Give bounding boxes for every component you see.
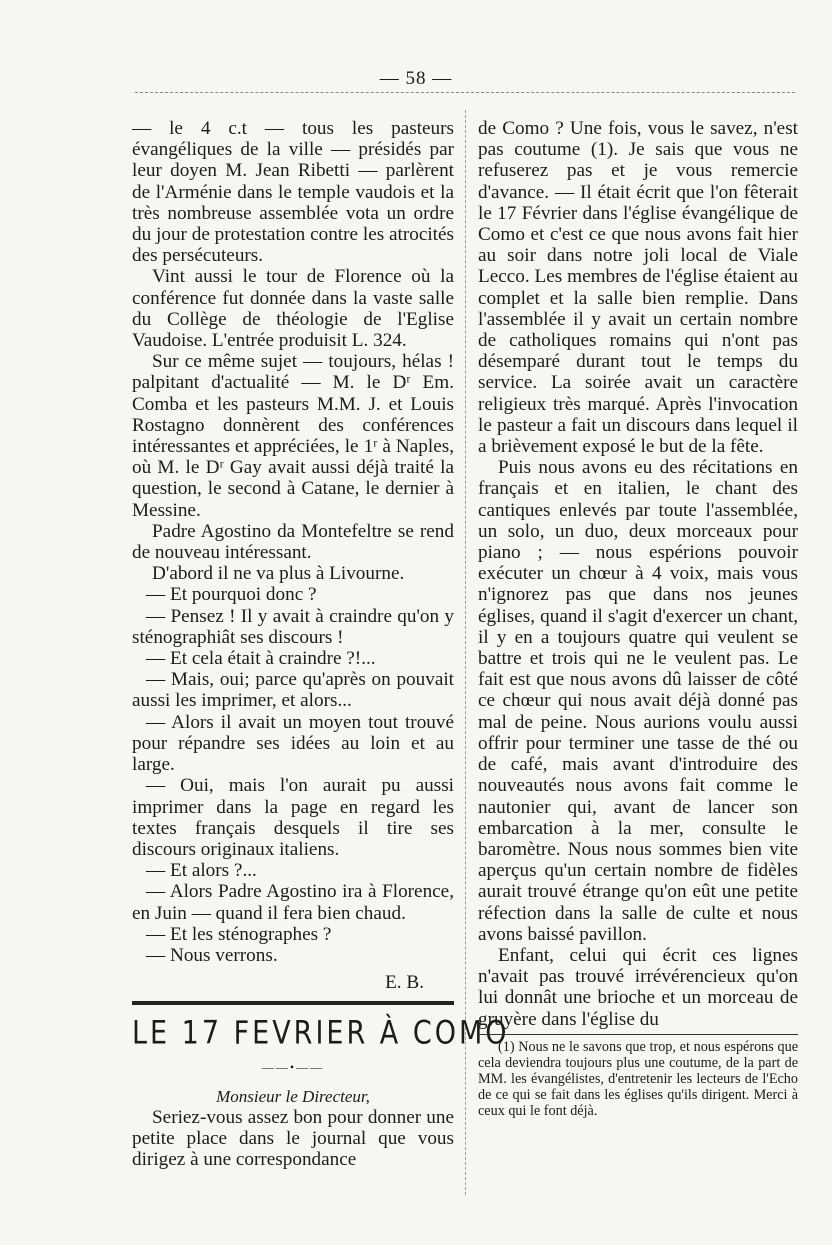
paragraph: — le 4 c.t — tous les pasteurs évangéliques de la ville — présidés par leur doyen M. Jean Ribetti — parlèrent de l'Arménie dans le temple vaudois et la très nombreuse assemblée vota un ordre du jour de protestation contre les atrocités des persécuteurs.	[132, 118, 454, 267]
section-rule	[132, 1001, 454, 1005]
footnote: (1) Nous ne le savons que trop, et nous espérons que cela deviendra toujours plus une coutume, de la part de MM. les évangélistes, d'entretenir les lecteurs de l'Echo de ce qui se fait dans les églises qu'ils dirigent. Merci à ceux qui le font déjà.	[478, 1038, 798, 1119]
salutation: Monsieur le Directeur,	[216, 1086, 370, 1106]
page-number: — 58 —	[379, 68, 453, 89]
dialogue-line: — Nous verrons.	[146, 944, 278, 966]
right-column	[478, 118, 798, 1119]
dialogue-line: — Alors il avait un moyen tout trouvé pour répandre ses idées au loin et au large.	[132, 711, 454, 776]
signature: E. B.	[385, 972, 424, 994]
footnote-rule	[478, 1034, 798, 1035]
paragraph: D'abord il ne va plus à Livourne.	[152, 563, 405, 585]
paragraph: Enfant, celui qui écrit ces lignes n'avait pas trouvé irrévérencieux qu'on lui donnât une brioche et un morceau de gruyère dans l'église du	[478, 944, 798, 1030]
dialogue-line: — Et cela était à craindre ?!...	[146, 648, 376, 670]
paragraph: Seriez-vous assez bon pour donner une petite place dans le journal que vous dirigez à une correspondance	[132, 1106, 454, 1171]
paragraph: Sur ce même sujet — toujours, hélas ! palpitant d'actualité — M. le Dʳ Em. Comba et les pasteurs M.M. J. et Louis Rostagno donnèrent des conférences intéressantes et appréciées, le 1ʳ à Naples, où M. le Dʳ Gay avait aussi déjà traité la question, le second à Catane, le dernier à Messine.	[132, 351, 454, 521]
left-column	[132, 118, 510, 1171]
header-rule	[135, 92, 795, 93]
ornament: ——•——	[261, 1059, 325, 1074]
paragraph: de Como ? Une fois, vous le savez, n'est pas coutume (1). Je sais que vous ne refuserez pas et je vous remercie d'avance. — Il était écrit que l'on fêterait le 17 Février dans l'église évangélique de Como et c'est ce que nous avons fait hier au soir dans notre joli local de Viale Lecco. Les membres de l'église étaient au complet et la salle bien remplie. Dans l'assemblée il y avait un certain nombre de catholiques romains qui n'ont pas désemparé durant tout le temps du service. La soirée avait un caractère religieux très marqué. Après l'invocation le pasteur a fait un discours dans lequel il a brièvement exposé le but de la fête.	[478, 118, 798, 458]
dialogue-line: — Pensez ! Il y avait à craindre qu'on y sténographiât ses discours !	[132, 605, 454, 648]
dialogue-line: — Et les sténographes ?	[146, 923, 332, 945]
dialogue-line: — Alors Padre Agostino ira à Florence, en Juin — quand il fera bien chaud.	[132, 881, 454, 924]
paragraph: Padre Agostino da Montefeltre se rend de nouveau intéressant.	[132, 520, 454, 564]
dialogue-line: — Mais, oui; parce qu'après on pouvait aussi les imprimer, et alors...	[132, 669, 454, 712]
dialogue-line: — Et pourquoi donc ?	[146, 584, 317, 606]
article-headline: LE 17 FEVRIER À COMO	[132, 1015, 510, 1053]
dialogue-line: — Oui, mais l'on aurait pu aussi imprimer dans la page en regard les textes français desquels il tire ses discours originaux italiens.	[132, 775, 454, 860]
paragraph: Vint aussi le tour de Florence où la conférence fut donnée dans la vaste salle du Collège de théologie de l'Eglise Vaudoise. L'entrée produisit L. 324.	[132, 266, 454, 352]
paragraph: Puis nous avons eu des récitations en français et en italien, le chant des cantiques enlevés par toute l'assemblée, un solo, un duo, deux morceaux pour piano ; — nous espérions pouvoir exécuter un chœur à 4 voix, mais vous n'ignorez pas que dans nos jeunes églises, quand il s'agit d'exercer un chant, il y en a toujours quatre qui veulent se battre et trois qui ne le veulent pas. Le fait est que nous avons dû laisser de côté ce chœur qui nous avait déjà donné pas mal de peine. Nous aurions voulu aussi offrir pour terminer une tasse de thé ou de café, mais avant d'introduire des nouveautés nous avons fait comme le nautonier qui, avant de lancer son embarcation à la mer, consulte le baromètre. Nous nous sommes bien vite aperçus qu'un certain nombre de fidèles aurait trouvé étrange qu'on eût une petite réfection dans la salle de culte et nous avons baissé pavillon.	[478, 457, 798, 945]
dialogue-line: — Et alors ?...	[146, 860, 257, 882]
